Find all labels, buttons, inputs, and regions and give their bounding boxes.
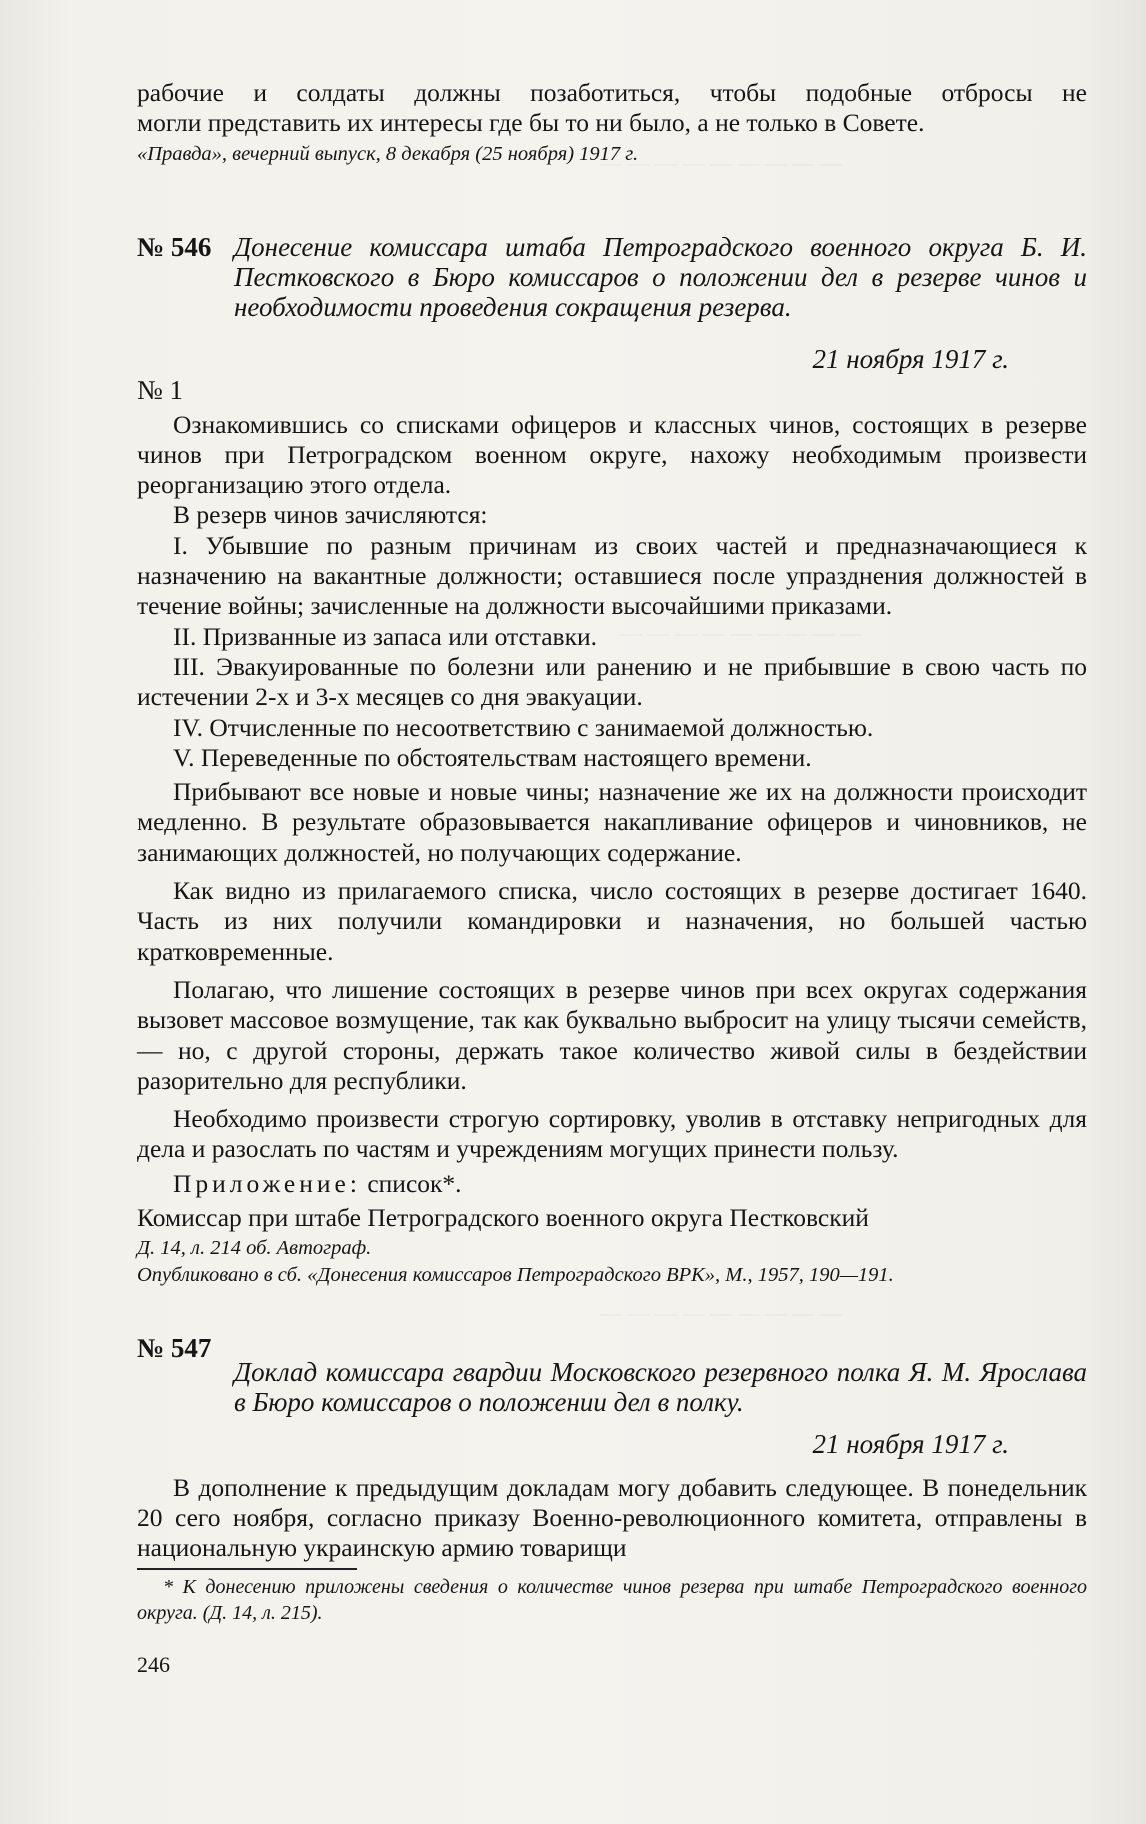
- appendix-note: [137, 1169, 1087, 1199]
- body-paragraph: Ознакомившись со списками офицеров и классных чинов, состоящих в резерве чинов при Петроградском военном округе, нахожу необходимым произвести реорганизацию этого отдела.: [137, 409, 1087, 500]
- document-546-heading: [137, 232, 1087, 322]
- body-paragraph: В дополнение к предыдущим докладам могу добавить следующее. В понедельник 20 сего ноября, согласно приказу Военно-революционного комитета, отправлены в национальную украинскую армию товарищи: [137, 1472, 1087, 1563]
- document-number: № 547: [137, 1333, 212, 1364]
- body-paragraph: Как видно из прилагаемого списка, число состоящих в резерве достигает 1640. Часть из них получили командировки и назначения, но большей частью кратковременные.: [137, 876, 1087, 966]
- source-citation: «Правда», вечерний выпуск, 8 декабря (25 ноября) 1917 г.: [137, 142, 639, 165]
- bleed-through-texture: — — — — — — — — —: [620, 620, 862, 645]
- body-paragraph: Полагаю, что лишение состоящих в резерве чинов при всех округах содержания вызовет массовое возмущение, так как буквально выбросит на улицу тысячи семейств,— но, с другой стороны, держать такое количество живой силы в бездействии разорительно для республики.: [137, 974, 1087, 1095]
- document-date: 21 ноября 1917 г.: [812, 1429, 1009, 1460]
- document-title: Доклад комиссара гвардии Московского резервного полка Я. М. Ярослава в Бюро комиссаров о положении дел в полку.: [234, 1357, 1087, 1418]
- body-paragraph: II. Призванные из запаса или отставки.: [173, 621, 597, 651]
- body-paragraph: V. Переведенные по обстоятельствам настоящего времени.: [173, 742, 812, 772]
- report-sub-number: № 1: [137, 375, 184, 406]
- publication-reference: Опубликовано в сб. «Донесения комиссаров Петроградского ВРК», М., 1957, 190—191.: [137, 1264, 894, 1287]
- footnote-divider: [137, 1568, 357, 1570]
- document-date: 21 ноября 1917 г.: [812, 343, 1009, 374]
- appendix-text: список*.: [367, 1168, 462, 1198]
- signature: Комиссар при штабе Петроградского военного округа Пестковский: [137, 1203, 869, 1233]
- text-column: [137, 78, 1087, 1680]
- body-paragraph: III. Эвакуированные по болезни или ранению и не прибывшие в свою часть по истечении 2-х и 3-х месяцев со дня эвакуации.: [137, 651, 1087, 712]
- body-paragraph: IV. Отчисленные по несоответствию с занимаемой должностью.: [173, 712, 874, 742]
- continuation-line: могли представить их интересы где бы то ни было, а не только в Совете.: [137, 108, 925, 138]
- document-546-body: [137, 410, 1087, 1290]
- document-546-meta: [137, 343, 1087, 406]
- document-547-meta: [137, 1429, 1087, 1460]
- document-547-heading: [137, 1333, 1087, 1417]
- body-paragraph: Необходимо произвести строгую сортировку, уволив в отставку непригодных для дела и разослать по частям и учреждениям могущих принести пользу.: [137, 1104, 1087, 1164]
- page-number: 246: [137, 1651, 170, 1677]
- footnote: * К донесению приложены сведения о количестве чинов резерва при штабе Петроградского военного округа. (Д. 14, л. 215).: [137, 1575, 1087, 1624]
- document-title: Донесение комиссара штаба Петроградского военного округа Б. И. Пестковского в Бюро комиссаров о положении дел в резерве чинов и необходимости проведения сокращения резерва.: [234, 231, 1087, 322]
- bleed-through-texture: — — — — — — — — —: [600, 150, 842, 175]
- document-number: № 546: [137, 231, 212, 262]
- body-paragraph: I. Убывшие по разным причинам из своих частей и предназначающиеся к назначению на вакантные должности; оставшиеся после упразднения должностей в течение войны; зачисленные на должности высочайшими приказами.: [137, 530, 1087, 621]
- appendix-label: Приложение:: [173, 1168, 361, 1198]
- body-paragraph: Прибывают все новые и новые чины; назначение же их на должности происходит медленно. В результате образовывается накапливание офицеров и чиновников, не занимающих должностей, но получающих содержание.: [137, 777, 1087, 867]
- continuation-line: рабочие и солдаты должны позаботиться, чтобы подобные отбросы не: [137, 78, 1087, 107]
- archive-reference: Д. 14, л. 214 об. Автограф.: [137, 1237, 372, 1260]
- body-paragraph: В резерв чинов зачисляются:: [173, 500, 488, 530]
- bleed-through-texture: — — — — — — — — —: [600, 1300, 842, 1325]
